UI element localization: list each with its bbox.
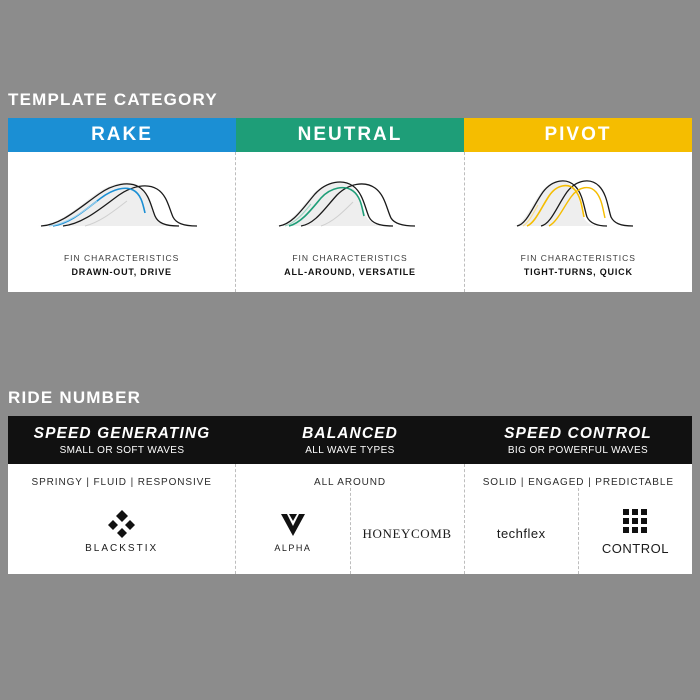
ride-header-speed-generating[interactable] <box>8 416 236 464</box>
ride-attributes-speed-control: SOLID | ENGAGED | PREDICTABLE <box>482 477 674 488</box>
ride-header-balanced[interactable] <box>236 416 464 464</box>
alpha-w-icon <box>278 510 308 538</box>
ride-column-balanced <box>235 464 463 574</box>
brand-row-speed-control <box>465 488 692 574</box>
template-header-pivot[interactable]: PIVOT <box>464 118 692 152</box>
template-card-pivot <box>464 152 692 292</box>
rake-caption <box>64 252 179 279</box>
template-category-title: TEMPLATE CATEGORY <box>8 90 218 109</box>
pivot-caption-value: TIGHT-TURNS, QUICK <box>523 267 633 278</box>
ride-header-speed-control-sub: BIG OR POWERFUL WAVES <box>507 444 649 456</box>
brand-blackstix-label: BLACKSTIX <box>85 543 159 554</box>
ride-header-balanced-title: BALANCED <box>302 424 398 442</box>
neutral-fin-diagram <box>255 170 445 238</box>
template-category-cards <box>8 152 692 292</box>
brand-techflex[interactable] <box>465 521 578 541</box>
neutral-caption-label: FIN CHARACTERISTICS <box>292 253 408 263</box>
ride-header-speed-generating-sub: SMALL OR SOFT WAVES <box>59 444 185 456</box>
blackstix-diamond-icon <box>105 508 139 538</box>
brand-control-label: CONTROL <box>601 541 669 556</box>
ride-number-title: RIDE NUMBER <box>8 388 142 407</box>
brand-control[interactable] <box>578 488 692 574</box>
ride-attributes-speed-generating: SPRINGY | FLUID | RESPONSIVE <box>31 477 212 488</box>
brand-honeycomb[interactable] <box>350 488 464 574</box>
pivot-caption-label: FIN CHARACTERISTICS <box>520 253 636 263</box>
ride-header-balanced-sub: ALL WAVE TYPES <box>305 444 395 456</box>
neutral-caption-value: ALL-AROUND, VERSATILE <box>284 267 416 278</box>
pivot-caption <box>521 252 636 279</box>
template-category-block <box>8 118 692 292</box>
template-header-rake[interactable]: RAKE <box>8 118 236 152</box>
rake-caption-label: FIN CHARACTERISTICS <box>63 253 180 263</box>
brand-honeycomb-label: HONEYCOMB <box>362 525 452 541</box>
template-header-neutral[interactable]: NEUTRAL <box>236 118 464 152</box>
brand-row-balanced <box>236 488 463 574</box>
ride-attributes-balanced: ALL AROUND <box>314 477 386 488</box>
brand-techflex-label: techflex <box>496 526 546 541</box>
ride-column-speed-control <box>464 464 692 574</box>
template-category-headers <box>8 118 692 152</box>
brand-alpha[interactable] <box>236 510 349 553</box>
brand-row-speed-generating <box>8 488 235 574</box>
rake-caption-value: DRAWN-OUT, DRIVE <box>71 267 172 278</box>
ride-header-speed-control-title: SPEED CONTROL <box>504 424 652 442</box>
template-card-neutral <box>235 152 463 292</box>
ride-header-speed-generating-title: SPEED GENERATING <box>33 424 211 442</box>
ride-number-block <box>8 416 692 574</box>
control-grid-icon <box>620 506 650 536</box>
ride-number-columns <box>8 464 692 574</box>
pivot-fin-diagram <box>483 170 673 238</box>
brand-blackstix[interactable] <box>8 508 235 554</box>
ride-column-speed-generating <box>8 464 235 574</box>
neutral-caption <box>284 252 416 279</box>
ride-header-speed-control[interactable] <box>464 416 692 464</box>
template-card-rake <box>8 152 235 292</box>
brand-alpha-label: ALPHA <box>274 542 312 553</box>
ride-number-headers <box>8 416 692 464</box>
rake-fin-diagram <box>27 170 217 238</box>
